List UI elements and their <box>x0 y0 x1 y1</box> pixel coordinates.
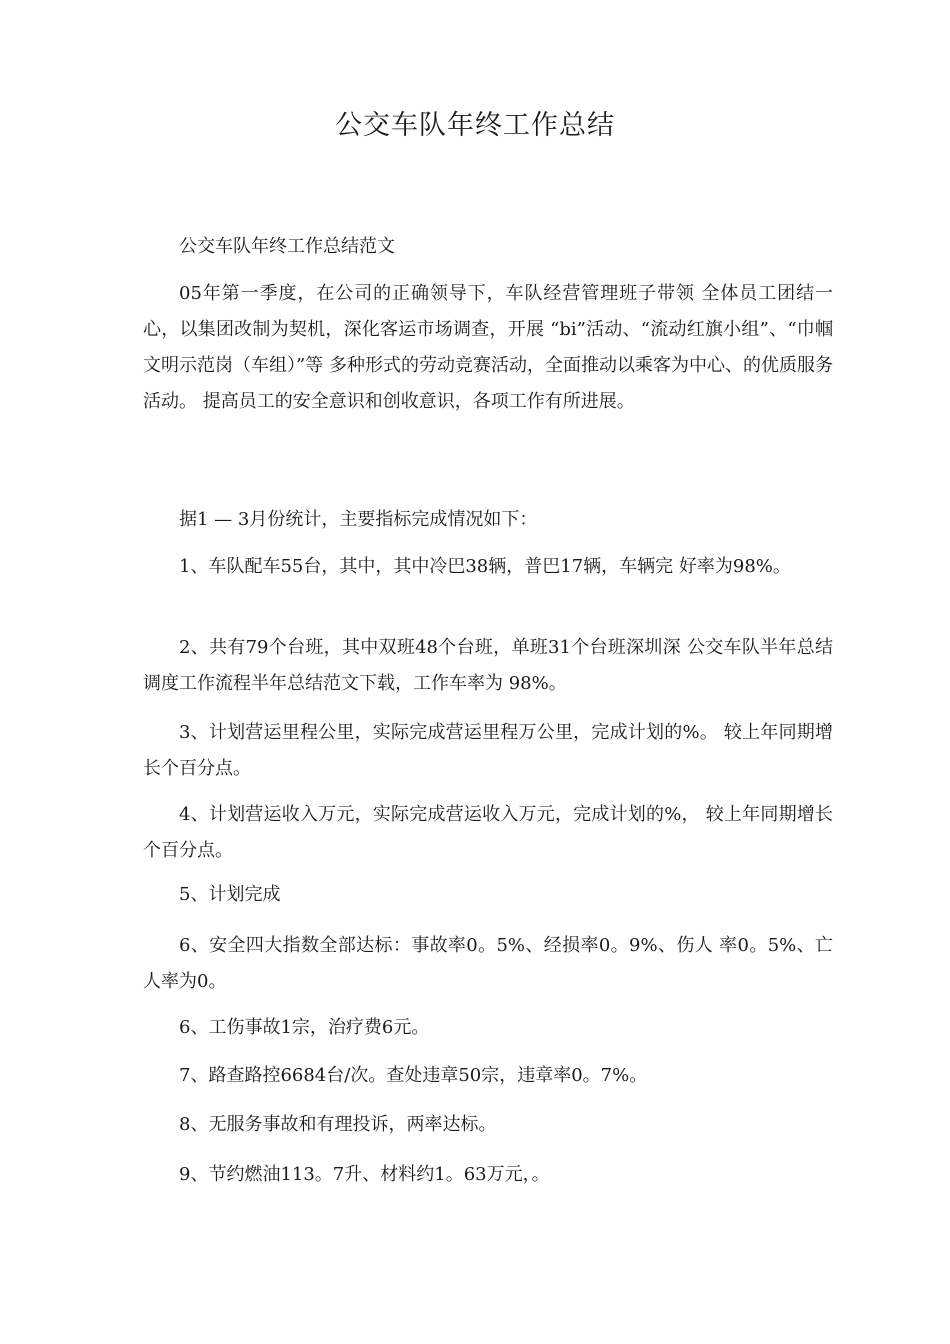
list-item: 1、车队配车55台，其中，其中冷巴38辆，普巴17辆，车辆完 好率为98%。 <box>179 556 791 577</box>
document-subtitle: 公交车队年终工作总结范文 <box>179 236 395 257</box>
list-item: 9、节约燃油113。7升、材料约1。63万元，。 <box>179 1164 550 1185</box>
stats-intro-paragraph: 据1 — 3月份统计，主要指标完成情况如下： <box>179 509 538 530</box>
list-item: 3、计划营运里程公里，实际完成营运里程万公里，完成计划的%。 较上年同期增长个百分点。 <box>143 722 833 779</box>
list-item: 7、路查路控6684台/次。查处违章50宗，违章率0。7%。 <box>179 1065 648 1086</box>
list-item: 8、无服务事故和有理投诉，两率达标。 <box>179 1114 497 1135</box>
list-item: 6、工伤事故1宗，治疗费6元。 <box>179 1017 430 1038</box>
list-item: 2、共有79个台班，其中双班48个台班，单班31个台班深圳深 公交车队半年总结调度工作流程半年总结范文下载，工作车率为 98%。 <box>143 637 833 694</box>
document-title: 公交车队年终工作总结 <box>335 110 615 141</box>
list-item: 4、计划营运收入万元，实际完成营运收入万元，完成计划的%， 较上年同期增长个百分点。 <box>143 804 833 861</box>
list-item: 5、计划完成 <box>179 884 281 905</box>
list-item: 6、安全四大指数全部达标：事故率0。5%、经损率0。9%、伤人 率0。5%、亡人率为0。 <box>143 935 833 992</box>
intro-paragraph: 05年第一季度，在公司的正确领导下，车队经营管理班子带领 全体员工团结一心，以集团改制为契机，深化客运市场调查，开展 “bi”活动、“流动红旗小组”、“巾帼文明示范岗（车组）”等 多种形式的劳动竞赛活动，全面推动以乘客为中心、的优质服务活动。 提高员工的安全意识和创收意识，各项工作有所进展。 <box>143 283 833 412</box>
